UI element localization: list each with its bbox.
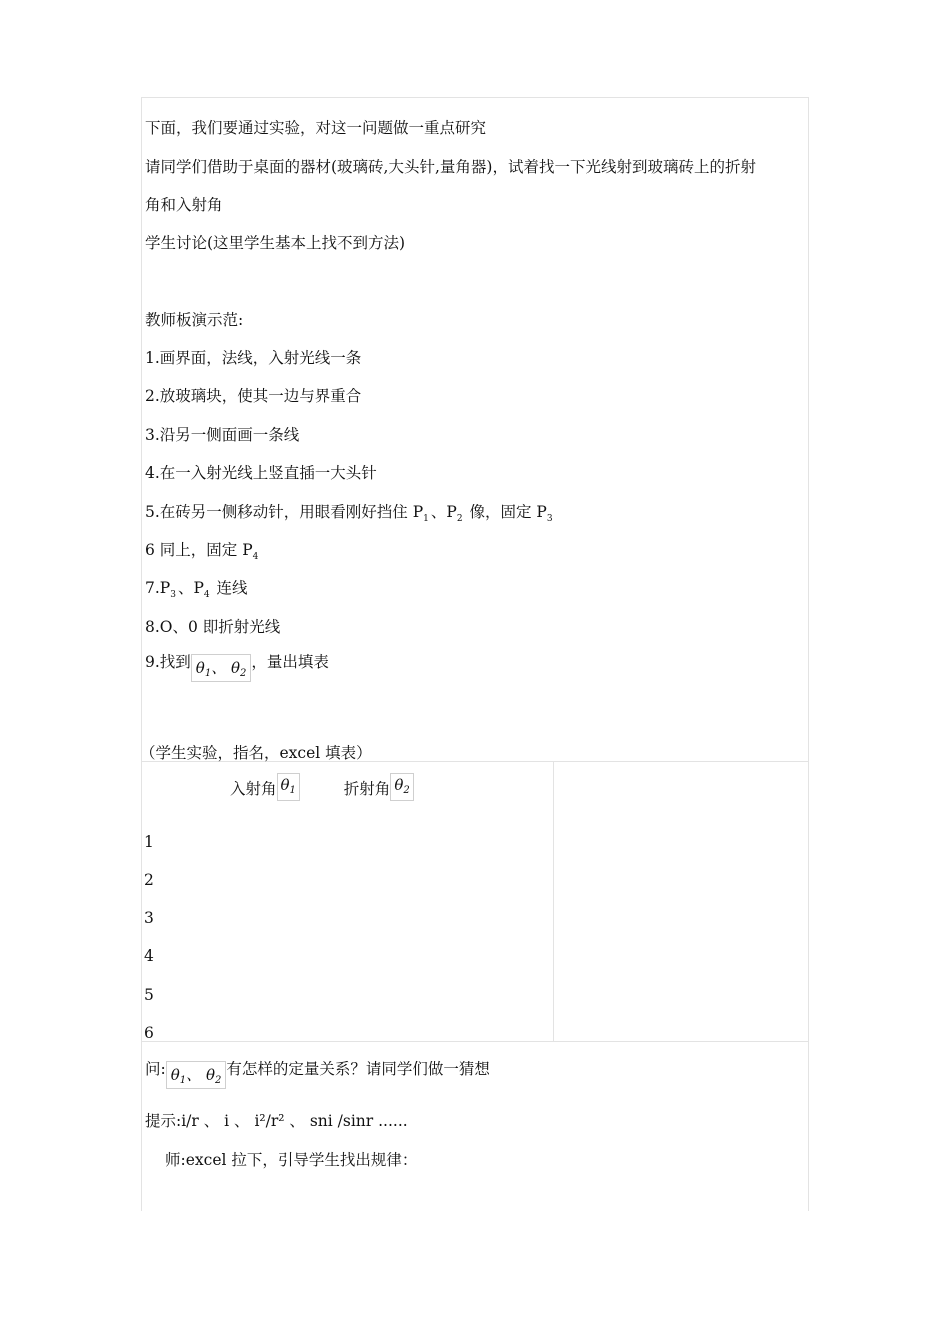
step-line: 2.放玻璃块，使其一边与界重合 [145,387,362,405]
theta1-icon: $\theta_1$ [277,773,300,801]
step-text: 9.找到 [145,653,191,671]
table-row: 5 [144,986,154,1004]
paragraph-line: 角和入射角 [145,196,223,214]
table-frame [141,761,554,1042]
step-text: 连线 [211,579,248,597]
subscript: 4 [252,552,259,562]
step-line [145,540,260,567]
table-header [230,773,414,801]
step-text: 、P [430,503,457,521]
table-row: 3 [144,909,154,927]
table-right-frame [553,761,809,1042]
header-incident: 入射角 [230,780,277,798]
subscript: 3 [170,590,176,600]
theta2-icon: $\theta_2$ [390,773,413,801]
table-row: 2 [144,871,154,889]
teacher-line: 师:excel 拉下，引导学生找出规律： [165,1151,418,1169]
step-line [145,578,248,605]
paragraph-line: 学生讨论(这里学生基本上找不到方法) [145,234,406,252]
table-row: 1 [144,833,154,851]
step-line: 4.在一入射光线上竖直插一大头针 [145,464,377,482]
header-refracted: 折射角 [343,780,391,798]
question-prefix: 问: [145,1060,166,1078]
step-text: 5.在砖另一侧移动针，用眼看刚好挡住 P [145,503,424,521]
step-text: 像，固定 P [464,503,547,521]
subscript: 4 [203,590,210,600]
step-text: 7.P [145,579,171,597]
subscript: 3 [546,514,553,524]
paragraph-line: 下面，我们要通过实验，对这一问题做一重点研究 [145,119,487,137]
question-text: 有怎样的定量关系？请同学们做一猜想 [226,1060,490,1078]
step-line [145,502,555,529]
step-text: ，量出填表 [251,653,329,671]
subscript: 1 [423,514,429,524]
hint-line: 提示:i/r 、 i 、 i²/r² 、 sni /sinr ...... [145,1112,408,1130]
table-row: 6 [144,1024,154,1042]
theta-formula: $\theta_1$、 $\theta_2$ [166,1061,227,1089]
paragraph-line: 教师板演示范: [145,311,244,329]
step-text: 、P [177,579,204,597]
step-line [145,652,329,682]
step-line: 8.O、0 即折射光线 [145,618,281,636]
step-line: 3.沿另一侧面画一条线 [145,426,300,444]
theta-formula: $\theta_1$、 $\theta_2$ [191,654,252,682]
paragraph-line: （学生实验，指名，excel 填表） [140,744,372,762]
paragraph-line: 请同学们借助于桌面的器材(玻璃砖,大头针,量角器)，试着找一下光线射到玻璃砖上的折射 [145,158,756,176]
table-row: 4 [144,947,154,965]
step-line: 1.画界面，法线，入射光线一条 [145,349,362,367]
question-line [145,1059,490,1089]
step-text: 6 同上，固定 P [145,541,253,559]
subscript: 2 [456,514,463,524]
